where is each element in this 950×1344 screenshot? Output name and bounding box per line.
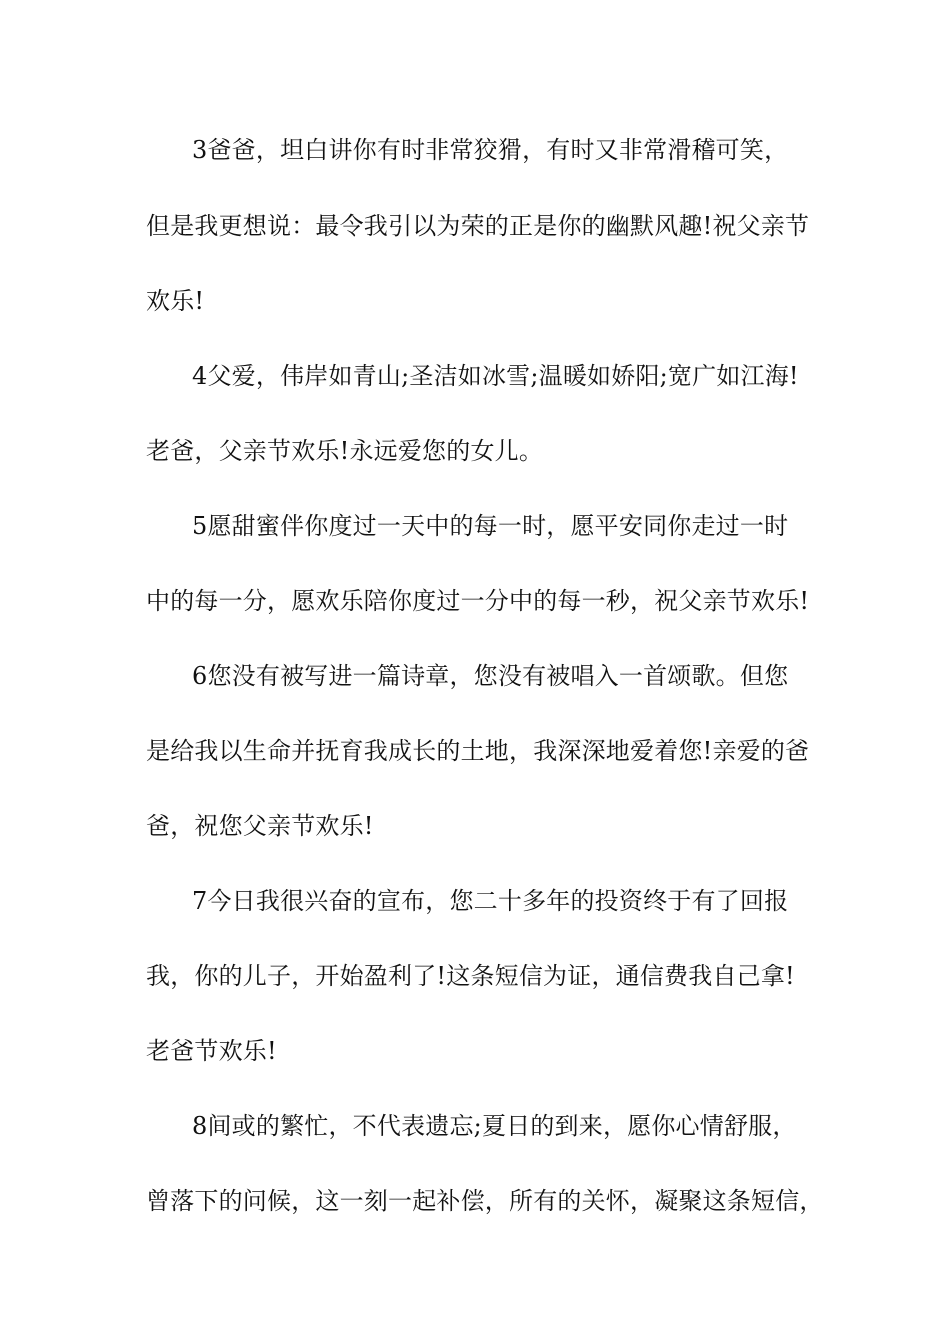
paragraph-5-line-1: 5愿甜蜜伴你度过一天中的每一时，愿平安同你走过一时 (192, 512, 789, 540)
paragraph-8-line-2: 曾落下的问候，这一刻一起补偿，所有的关怀，凝聚这条短信， (146, 1187, 824, 1215)
paragraph-3-line-3: 欢乐! (146, 287, 205, 315)
paragraph-3-line-2: 但是我更想说：最令我引以为荣的正是你的幽默风趣!祝父亲节 (146, 212, 810, 240)
paragraph-7-line-3: 老爸节欢乐! (146, 1037, 277, 1065)
paragraph-7-line-2: 我，你的儿子，开始盈利了!这条短信为证，通信费我自己拿! (146, 962, 795, 990)
paragraph-4-line-2: 老爸，父亲节欢乐!永远爱您的女儿。 (146, 437, 544, 465)
paragraph-3-line-1: 3爸爸，坦白讲你有时非常狡猾，有时又非常滑稽可笑， (192, 136, 789, 164)
paragraph-7-line-1: 7今日我很兴奋的宣布，您二十多年的投资终于有了回报 (192, 887, 789, 915)
paragraph-6-line-2: 是给我以生命并抚育我成长的土地，我深深地爱着您!亲爱的爸 (146, 737, 810, 765)
paragraph-6-line-1: 6您没有被写进一篇诗章，您没有被唱入一首颂歌。但您 (192, 662, 789, 690)
paragraph-5-line-2: 中的每一分，愿欢乐陪你度过一分中的每一秒，祝父亲节欢乐! (146, 587, 810, 615)
paragraph-8-line-1: 8间或的繁忙，不代表遗忘;夏日的到来，愿你心情舒服， (192, 1112, 797, 1140)
paragraph-6-line-3: 爸，祝您父亲节欢乐! (146, 812, 374, 840)
paragraph-4-line-1: 4父爱，伟岸如青山;圣洁如冰雪;温暖如娇阳;宽广如江海! (192, 362, 799, 390)
